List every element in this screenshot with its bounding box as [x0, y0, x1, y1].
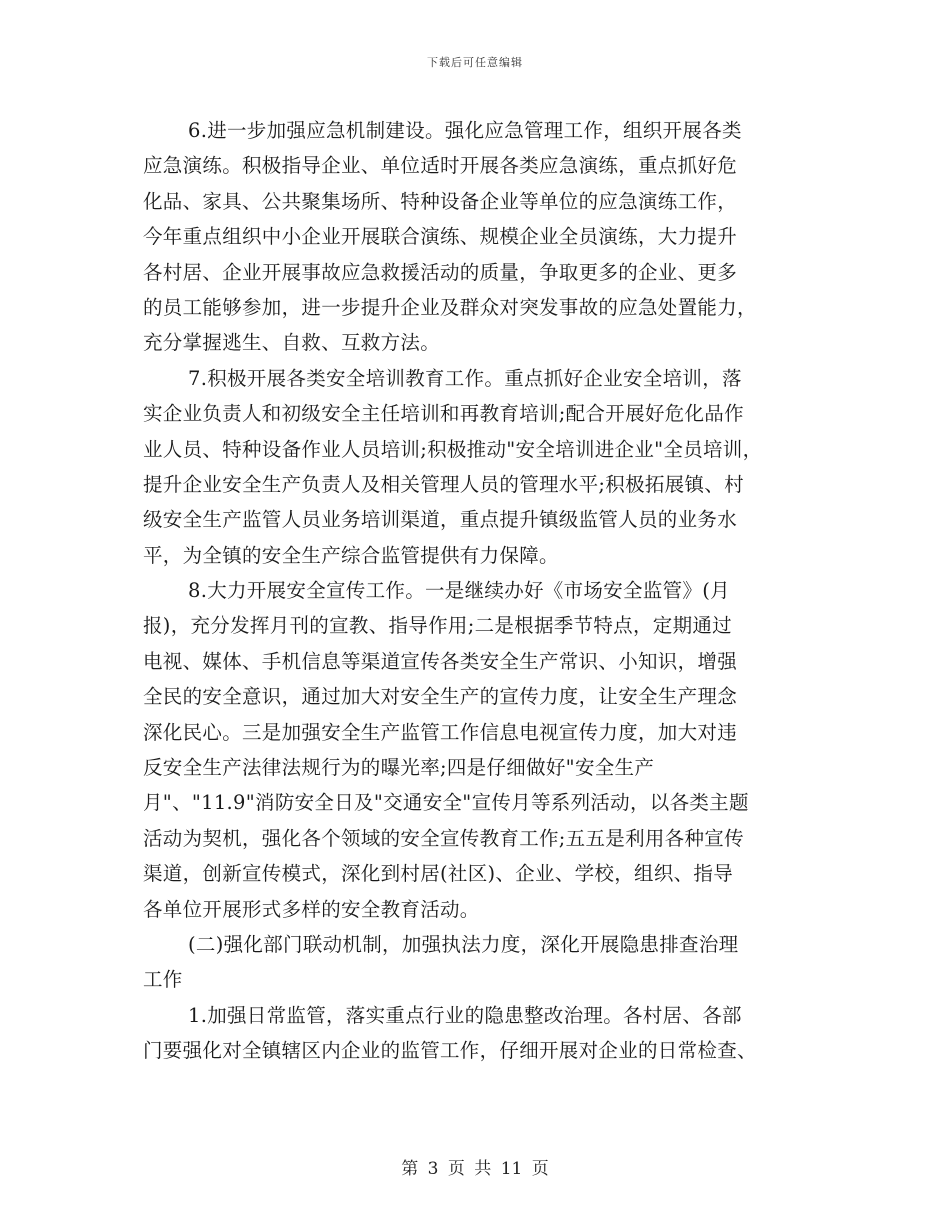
text-line: 应急演练。积极指导企业、单位适时开展各类应急演练，重点抓好危 [143, 154, 738, 178]
text-line: (二)强化部门联动机制，加强执法力度，深化开展隐患排查治理 [188, 932, 739, 956]
document-body [143, 113, 813, 1069]
text-line: 提升企业安全生产负责人及相关管理人员的管理水平;积极拓展镇、村 [143, 472, 744, 496]
text-line: 全民的安全意识，通过加大对安全生产的宣传力度，让安全生产理念 [143, 685, 738, 709]
text-line: 工作 [143, 968, 183, 992]
text-line: 深化民心。三是加强安全生产监管工作信息电视宣传力度，加大对违 [143, 720, 738, 744]
text-line: 月"、"11.9"消防安全日及"交通安全"宣传月等系列活动，以各类主题 [143, 791, 749, 815]
text-line: 6.进一步加强应急机制建设。强化应急管理工作，组织开展各类 [188, 119, 742, 142]
text-line: 平，为全镇的安全生产综合监管提供有力保障。 [143, 543, 559, 567]
paragraph [143, 361, 813, 573]
page-header: 下载后可任意编辑 [427, 56, 523, 69]
text-line: 的员工能够参加，进一步提升企业及群众对突发事故的应急处置能力， [143, 295, 757, 319]
text-line: 充分掌握逃生、自救、互救方法。 [143, 331, 441, 355]
paragraph [143, 113, 813, 361]
text-line: 实企业负责人和初级安全主任培训和再教育培训;配合开展好危化品作 [143, 402, 744, 426]
paragraph [143, 927, 813, 998]
text-line: 8.大力开展安全宣传工作。一是继续办好《市场安全监管》(月 [188, 579, 730, 603]
text-line: 活动为契机，强化各个领域的安全宣传教育工作;五五是利用各种宣传 [143, 826, 744, 850]
paragraph [143, 573, 813, 927]
text-line: 各村居、企业开展事故应急救援活动的质量，争取更多的企业、更多 [143, 260, 738, 284]
text-line: 7.积极开展各类安全培训教育工作。重点抓好企业安全培训，落 [188, 366, 742, 390]
text-line: 渠道，创新宣传模式，深化到村居(社区)、企业、学校，组织、指导 [143, 862, 734, 886]
paragraph [143, 998, 813, 1069]
text-line: 级安全生产监管人员业务培训渠道，重点提升镇级监管人员的业务水 [143, 508, 738, 532]
text-line: 化品、家具、公共聚集场所、特种设备企业等单位的应急演练工作， [143, 189, 738, 213]
text-line: 电视、媒体、手机信息等渠道宣传各类安全生产常识、小知识，增强 [143, 649, 738, 673]
text-line: 1.加强日常监管，落实重点行业的隐患整改治理。各村居、各部 [188, 1003, 742, 1027]
text-line: 各单位开展形式多样的安全教育活动。 [143, 897, 480, 921]
text-line: 反安全生产法律法规行为的曝光率;四是仔细做好"安全生产 [143, 756, 655, 780]
text-line: 今年重点组织中小企业开展联合演练、规模企业全员演练，大力提升 [143, 225, 738, 249]
text-line: 业人员、特种设备作业人员培训;积极推动"安全培训进企业"全员培训， [143, 437, 763, 461]
page-number: 第 3 页 共 11 页 [401, 1159, 549, 1179]
text-line: 门要强化对全镇辖区内企业的监管工作，仔细开展对企业的日常检查、 [143, 1039, 757, 1063]
text-line: 报)，充分发挥月刊的宣教、指导作用;二是根据季节特点，定期通过 [143, 614, 732, 638]
